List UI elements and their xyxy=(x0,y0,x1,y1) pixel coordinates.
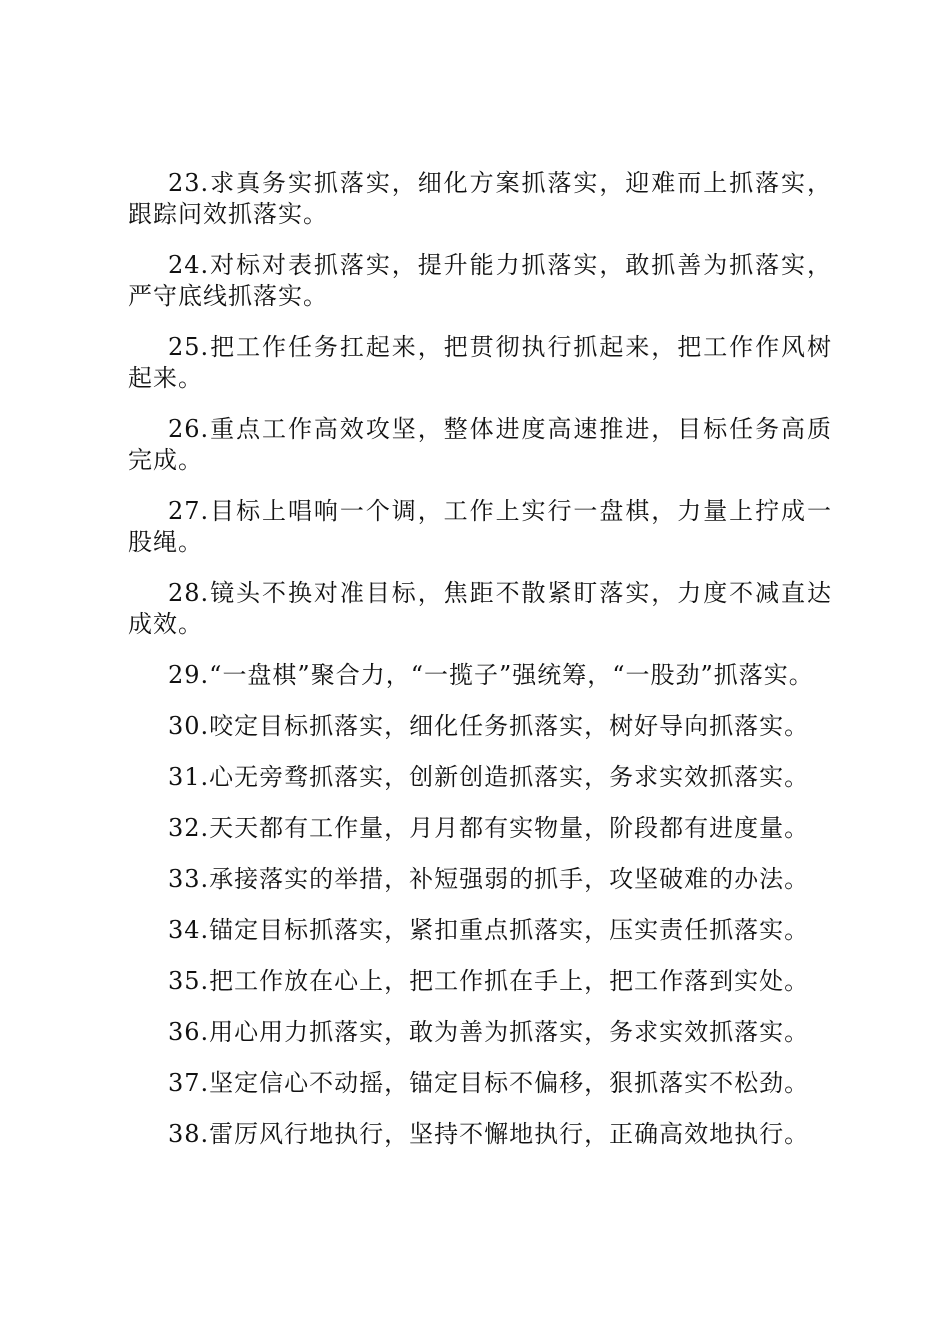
list-item: 36.用心用力抓落实，敢为善为抓落实，务求实效抓落实。 xyxy=(168,1018,810,1046)
list-item: 30.咬定目标抓落实，细化任务抓落实，树好导向抓落实。 xyxy=(168,712,810,740)
list-item: 32.天天都有工作量，月月都有实物量，阶段都有进度量。 xyxy=(168,814,810,842)
list-item: 28.镜头不换对准目标，焦距不散紧盯落实，力度不减直达成效。 xyxy=(128,579,832,638)
list-item: 38.雷厉风行地执行，坚持不懈地执行，正确高效地执行。 xyxy=(168,1120,810,1148)
list-item: 29.“一盘棋”聚合力，“一揽子”强统筹，“一股劲”抓落实。 xyxy=(168,661,814,689)
list-item: 37.坚定信心不动摇，锚定目标不偏移，狠抓落实不松劲。 xyxy=(168,1069,810,1097)
list-item: 27.目标上唱响一个调，工作上实行一盘棋，力量上拧成一股绳。 xyxy=(128,497,832,556)
document-body xyxy=(128,168,832,1170)
list-item: 31.心无旁骛抓落实，创新创造抓落实，务求实效抓落实。 xyxy=(168,763,810,791)
list-item: 24.对标对表抓落实，提升能力抓落实，敢抓善为抓落实，严守底线抓落实。 xyxy=(128,251,832,310)
list-item: 33.承接落实的举措，补短强弱的抓手，攻坚破难的办法。 xyxy=(168,865,810,893)
list-item: 34.锚定目标抓落实，紧扣重点抓落实，压实责任抓落实。 xyxy=(168,916,810,944)
list-item: 26.重点工作高效攻坚，整体进度高速推进，目标任务高质完成。 xyxy=(128,415,832,474)
list-item: 25.把工作任务扛起来，把贯彻执行抓起来，把工作作风树起来。 xyxy=(128,333,832,392)
list-item: 35.把工作放在心上，把工作抓在手上，把工作落到实处。 xyxy=(168,967,810,995)
list-item: 23.求真务实抓落实，细化方案抓落实，迎难而上抓落实，跟踪问效抓落实。 xyxy=(128,169,832,228)
